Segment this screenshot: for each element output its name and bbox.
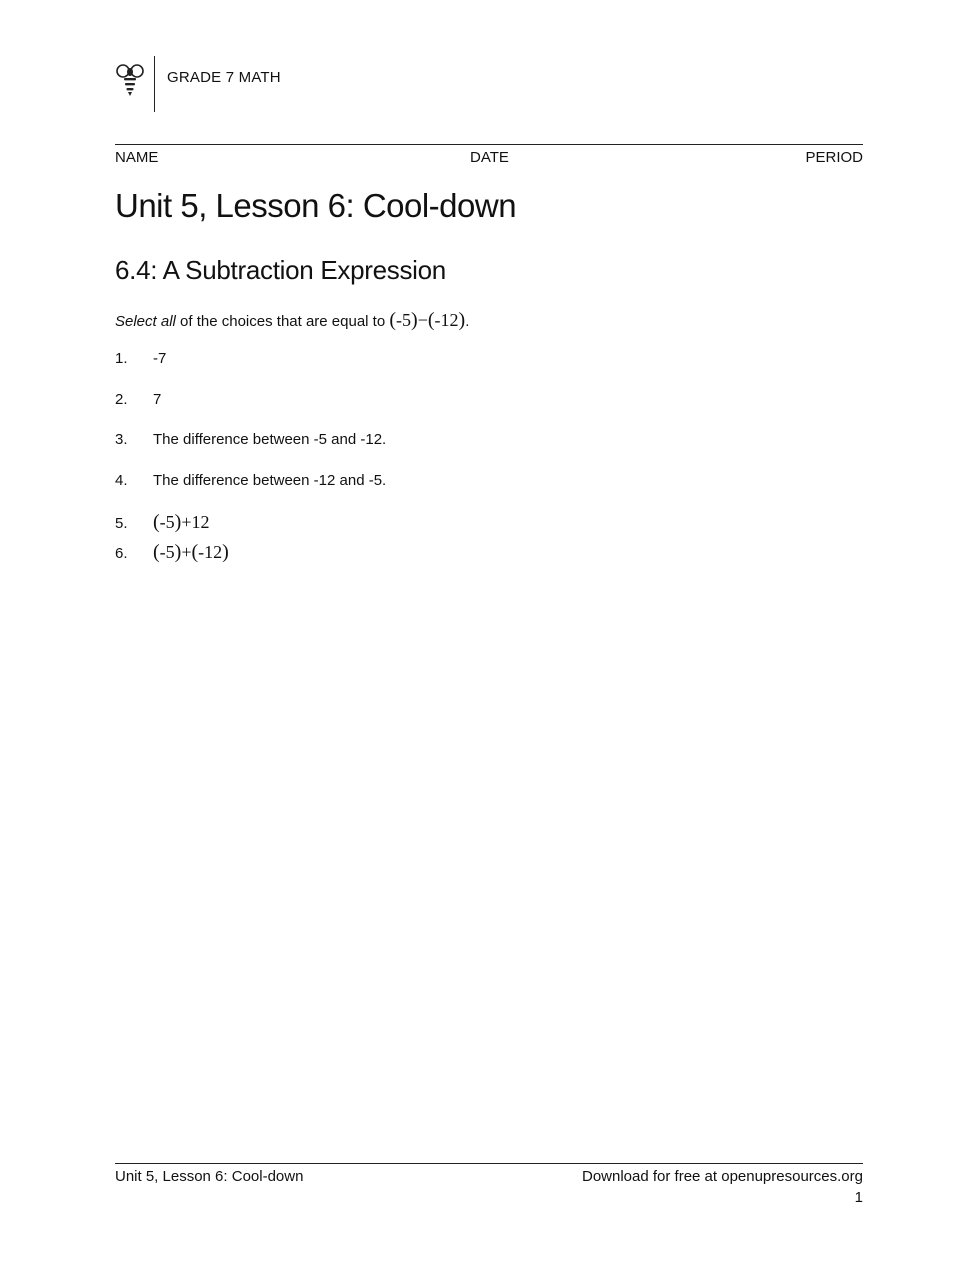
date-field-label: DATE: [470, 149, 509, 166]
lesson-title: Unit 5, Lesson 6: Cool-down: [115, 187, 517, 224]
choices-list: [115, 0, 863, 600]
question-prompt: Select all of the choices that are equal to (-5)−(-12).: [115, 309, 470, 331]
choice-item: 2. 7: [115, 391, 162, 408]
choice-item: 6. (-5)+(-12): [115, 541, 229, 563]
choice-expression: (-5)+12: [153, 511, 210, 533]
bottom-rule: [115, 1163, 863, 1164]
activity-title: 6.4: A Subtraction Expression: [115, 255, 446, 285]
prompt-text: of the choices that are equal to: [180, 313, 386, 330]
name-field-label: NAME: [115, 149, 159, 166]
page-number: 1: [854, 1189, 863, 1206]
choice-text: -7: [153, 350, 167, 367]
choice-expression: (-5)+(-12): [153, 541, 229, 563]
footer-lesson-label: Unit 5, Lesson 6: Cool-down: [115, 1168, 304, 1185]
grade-label: GRADE 7 MATH: [167, 69, 281, 86]
choice-item: 1. -7: [115, 350, 167, 367]
choice-text: The difference between -5 and -12.: [153, 431, 387, 448]
choice-item: 5. (-5)+12: [115, 511, 210, 533]
choice-text: 7: [153, 391, 162, 408]
prompt-emphasis: Select all: [115, 313, 176, 330]
choice-item: 4. The difference between -12 and -5.: [115, 472, 387, 489]
period-field-label: PERIOD: [805, 149, 863, 166]
choice-text: The difference between -12 and -5.: [153, 472, 387, 489]
footer-download-text: Download for free at openupresources.org: [581, 1168, 863, 1185]
prompt-expression: (-5)−(-12): [389, 309, 466, 331]
choice-item: 3. The difference between -5 and -12.: [115, 431, 387, 448]
